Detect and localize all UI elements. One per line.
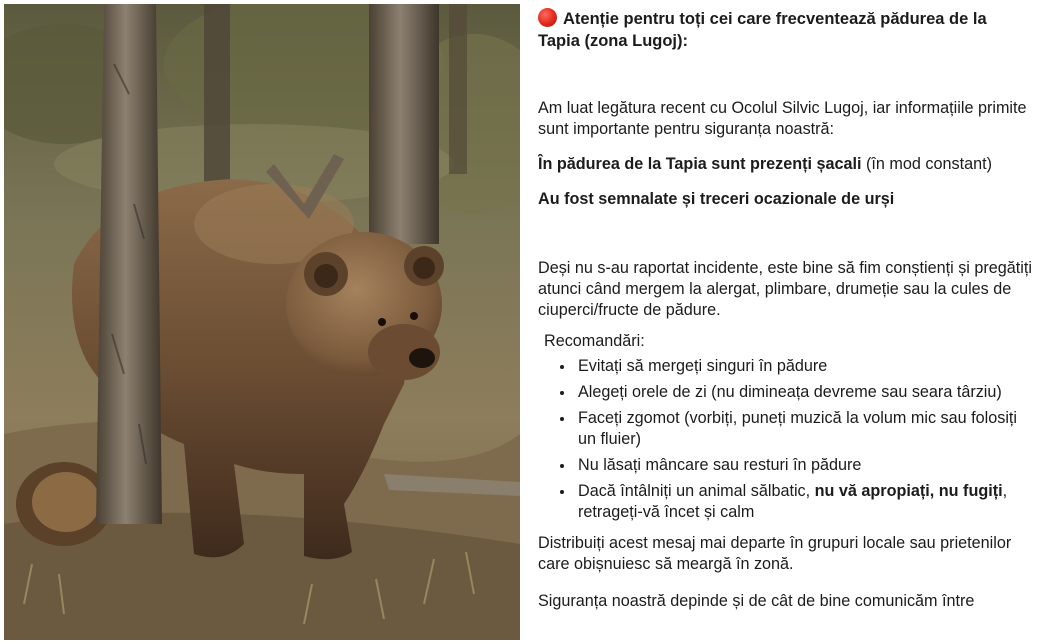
- body-paragraph: Deși nu s-au raportat incidente, este bine să fim conștienți și pregătiți atunci când mergem la alergat, plimbare, drumeție sau la cules de ciuperci/fructe de pădure.: [538, 259, 1032, 319]
- alert-heading: [538, 8, 1032, 52]
- list-item: Evitați să mergeți singuri în pădure: [558, 356, 1032, 377]
- bear-photo: [4, 4, 520, 640]
- post-text: [538, 8, 1032, 644]
- fact-bears: [538, 189, 1032, 210]
- fact-jackals: [538, 154, 1032, 175]
- recommendations-list: [538, 356, 1032, 523]
- list-item: Nu lăsați mâncare sau resturi în pădure: [558, 455, 1032, 476]
- bear-forest-illustration: [4, 4, 520, 640]
- fact-bears-bold: Au fost semnalate și treceri ocazionale de urși: [538, 190, 895, 208]
- alert-heading-text: Atenție pentru toți cei care frecventează pădurea de la Tapia (zona Lugoj):: [538, 10, 987, 50]
- share-paragraph: Distribuiți acest mesaj mai departe în grupuri locale sau prietenilor care obișnuiesc să meargă în zonă.: [538, 534, 1012, 573]
- red-circle-icon: [538, 8, 557, 27]
- list-item-bold: nu fugiți: [938, 482, 1003, 500]
- list-item: Alegeți orele de zi (nu dimineața devreme sau seara târziu): [558, 382, 1032, 403]
- list-item-text: , retrageți-vă încet și calm: [578, 482, 1008, 521]
- fact-jackals-rest: (în mod constant): [861, 155, 993, 173]
- list-item-text: Dacă întâlniți un animal sălbatic,: [578, 482, 815, 500]
- list-item-separator: ,: [929, 482, 939, 500]
- recommendations-title: Recomandări:: [544, 332, 645, 350]
- list-item: [558, 481, 1032, 523]
- list-item-bold: nu vă apropiați: [814, 482, 930, 500]
- fact-jackals-bold: În pădurea de la Tapia sunt prezenți șacali: [538, 155, 862, 173]
- closing-paragraph: Siguranța noastră depinde și de cât de bine comunicăm între: [538, 592, 975, 610]
- list-item: Faceți zgomot (vorbiți, puneți muzică la volum mic sau folosiți un fluier): [558, 408, 1032, 450]
- intro-paragraph: Am luat legătura recent cu Ocolul Silvic Lugoj, iar informațiile primite sunt importante pentru siguranța noastră:: [538, 99, 1027, 138]
